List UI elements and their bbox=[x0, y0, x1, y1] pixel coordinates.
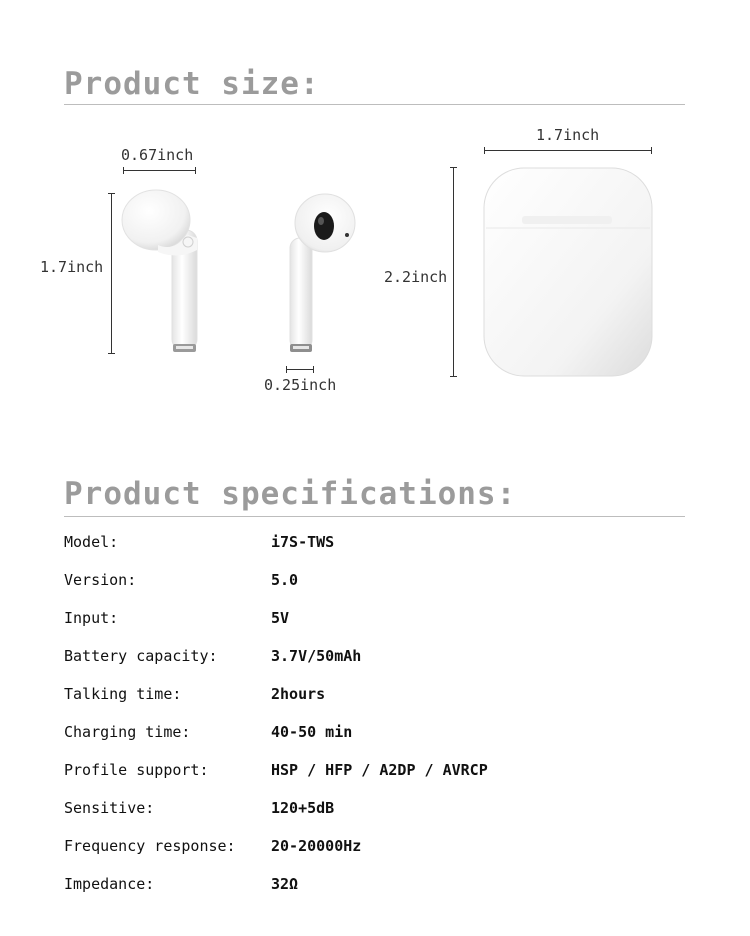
spec-value: HSP / HFP / A2DP / AVRCP bbox=[271, 761, 488, 779]
spec-row-charging-time bbox=[64, 723, 684, 745]
spec-value: 5.0 bbox=[271, 571, 299, 589]
spec-label: Model: bbox=[64, 533, 119, 551]
spec-value: 120+5dB bbox=[271, 799, 335, 817]
earbud-width-dimension-line bbox=[123, 170, 196, 171]
spec-value: i7S-TWS bbox=[271, 533, 335, 551]
earbud-front-image bbox=[118, 190, 208, 358]
case-width-label: 1.7inch bbox=[536, 126, 600, 144]
earbud-height-label: 1.7inch bbox=[40, 258, 104, 276]
earbud-width-label: 0.67inch bbox=[121, 146, 194, 164]
case-width-dimension-line bbox=[484, 150, 652, 151]
spec-row-impedance bbox=[64, 875, 684, 897]
spec-row-profile-support bbox=[64, 761, 684, 783]
spec-row-frequency-response bbox=[64, 837, 684, 859]
spec-label: Profile support: bbox=[64, 761, 209, 779]
size-section-divider bbox=[64, 104, 685, 105]
stem-width-dimension-line bbox=[286, 369, 314, 370]
spec-row-talking-time bbox=[64, 685, 684, 707]
spec-value: 2hours bbox=[271, 685, 326, 703]
spec-label: Charging time: bbox=[64, 723, 191, 741]
case-height-label: 2.2inch bbox=[384, 268, 448, 286]
spec-label: Frequency response: bbox=[64, 837, 236, 855]
spec-value: 40-50 min bbox=[271, 723, 353, 741]
spec-row-model bbox=[64, 533, 684, 555]
charging-case-image bbox=[482, 166, 654, 378]
spec-section-title: Product specifications: bbox=[64, 476, 517, 512]
spec-row-version bbox=[64, 571, 684, 593]
earbud-height-dimension-line bbox=[111, 193, 112, 354]
spec-label: Sensitive: bbox=[64, 799, 155, 817]
spec-value: 5V bbox=[271, 609, 290, 627]
spec-row-input bbox=[64, 609, 684, 631]
spec-label: Version: bbox=[64, 571, 137, 589]
size-section-title: Product size: bbox=[64, 66, 320, 102]
spec-value: 3.7V/50mAh bbox=[271, 647, 362, 665]
spec-value: 20-20000Hz bbox=[271, 837, 362, 855]
stem-width-label: 0.25inch bbox=[264, 376, 337, 394]
earbud-side-image bbox=[283, 193, 363, 358]
spec-label: Impedance: bbox=[64, 875, 155, 893]
spec-row-battery-capacity bbox=[64, 647, 684, 669]
spec-section-divider bbox=[64, 516, 685, 517]
spec-label: Battery capacity: bbox=[64, 647, 218, 665]
case-height-dimension-line bbox=[453, 167, 454, 377]
spec-value: 32Ω bbox=[271, 875, 299, 893]
spec-row-sensitive bbox=[64, 799, 684, 821]
spec-label: Talking time: bbox=[64, 685, 182, 703]
spec-label: Input: bbox=[64, 609, 119, 627]
